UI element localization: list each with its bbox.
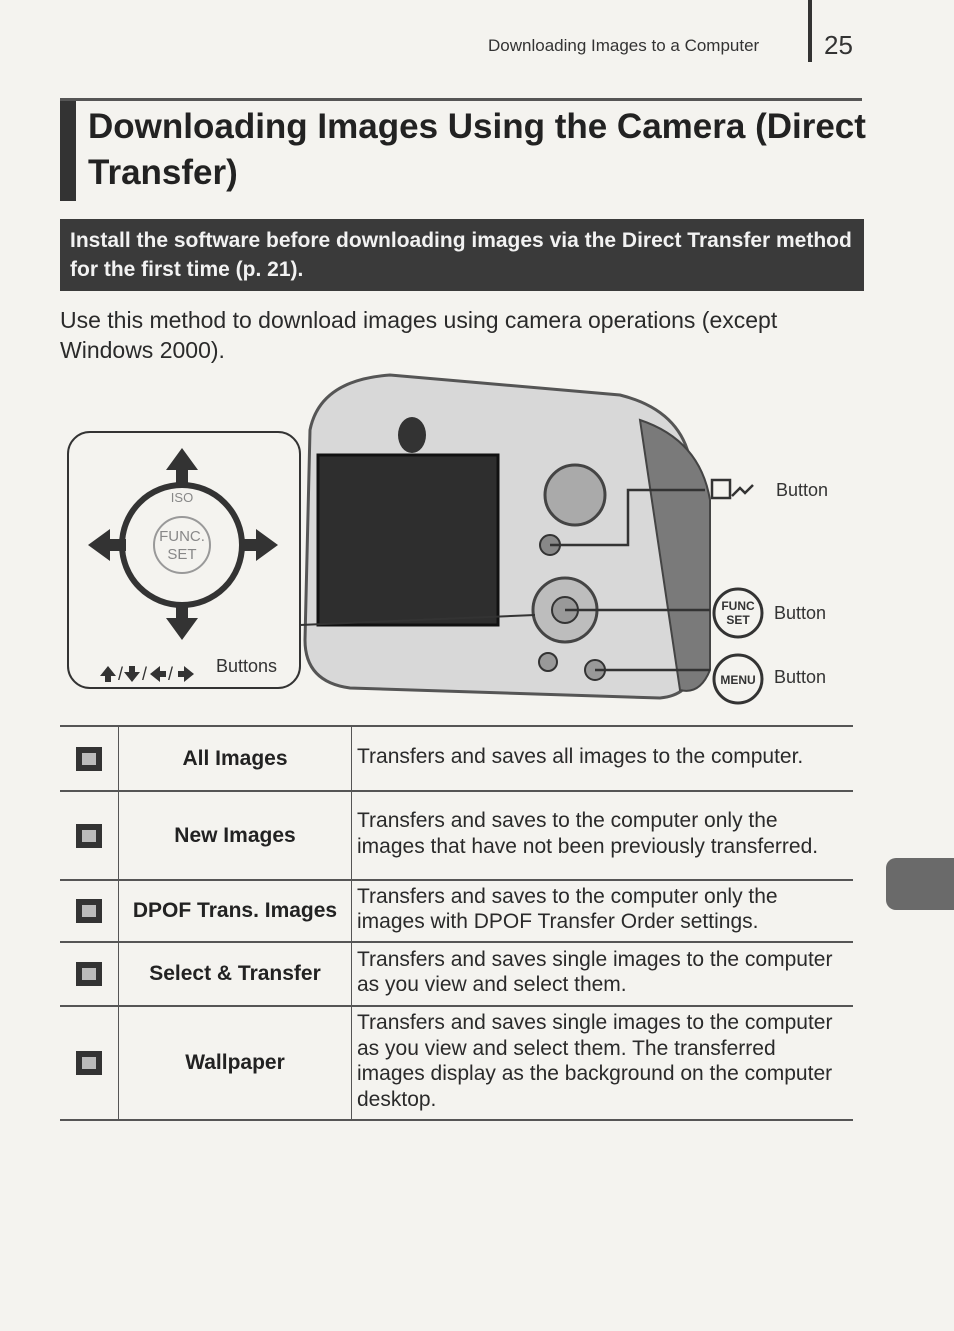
mode-name: Wallpaper <box>119 1006 352 1120</box>
svg-text:MENU: MENU <box>720 673 756 687</box>
mode-description: Transfers and saves to the computer only the images with DPOF Transfer Order settings. <box>352 880 854 942</box>
table-row <box>60 726 853 791</box>
menu-label: Button <box>774 667 827 687</box>
transfer-modes-table <box>60 725 853 1121</box>
func-set-center-icon <box>154 517 210 573</box>
note-banner: Install the software before downloading images via the Direct Transfer method for the first time (p. 21). <box>60 219 864 291</box>
svg-text:/: / <box>142 664 148 684</box>
page-number: 25 <box>824 30 853 60</box>
mode-description: Transfers and saves to the computer only the images that have not been previously transferred. <box>352 791 854 880</box>
transfer-dpof-icon <box>76 899 102 923</box>
camera-illustration <box>60 370 860 710</box>
mode-name: DPOF Trans. Images <box>119 880 352 942</box>
mode-name: Select & Transfer <box>119 942 352 1006</box>
transfer-new-icon <box>76 824 102 848</box>
wallpaper-icon <box>76 1051 102 1075</box>
mode-dial-icon <box>545 465 605 525</box>
table-row <box>60 880 853 942</box>
display-button-icon <box>539 653 557 671</box>
camera-figure <box>60 370 860 710</box>
mode-name: New Images <box>119 791 352 880</box>
select-transfer-icon <box>76 962 102 986</box>
mode-description: Transfers and saves single images to the computer as you view and select them. The transferred images display as the background on the computer desktop. <box>352 1006 854 1120</box>
svg-text:FUNC: FUNC <box>721 599 755 613</box>
arrow-buttons-caption: Buttons <box>216 656 278 676</box>
header-divider <box>808 0 812 62</box>
print-share-icon <box>712 480 753 498</box>
mode-name: All Images <box>119 726 352 791</box>
title-rule <box>60 98 862 101</box>
chapter-tab <box>886 858 954 910</box>
print-share-label: Button <box>776 480 829 500</box>
table-row <box>60 942 853 1006</box>
dial-func-label: FUNC. <box>159 528 205 545</box>
table-row <box>60 1006 853 1120</box>
svg-text:SET: SET <box>726 613 750 627</box>
page-title: Downloading Images Using the Camera (Direct Transfer) <box>88 107 866 192</box>
camera-lcd-icon <box>318 455 498 625</box>
intro-paragraph: Use this method to download images using camera operations (except Windows 2000). <box>60 307 778 363</box>
title-accent-bar <box>60 101 76 201</box>
mode-description: Transfers and saves single images to the computer as you view and select them. <box>352 942 854 1006</box>
dial-iso-label: ISO <box>170 490 194 505</box>
running-head: Downloading Images to a Computer <box>488 36 760 55</box>
func-set-label: Button <box>774 603 827 623</box>
svg-text:/: / <box>168 664 174 684</box>
svg-text:/: / <box>118 664 124 684</box>
table-row <box>60 791 853 880</box>
dial-set-label: SET <box>167 546 197 563</box>
zoom-lever-icon <box>398 417 426 453</box>
mode-description: Transfers and saves all images to the computer. <box>352 726 854 791</box>
transfer-all-icon <box>76 747 102 771</box>
